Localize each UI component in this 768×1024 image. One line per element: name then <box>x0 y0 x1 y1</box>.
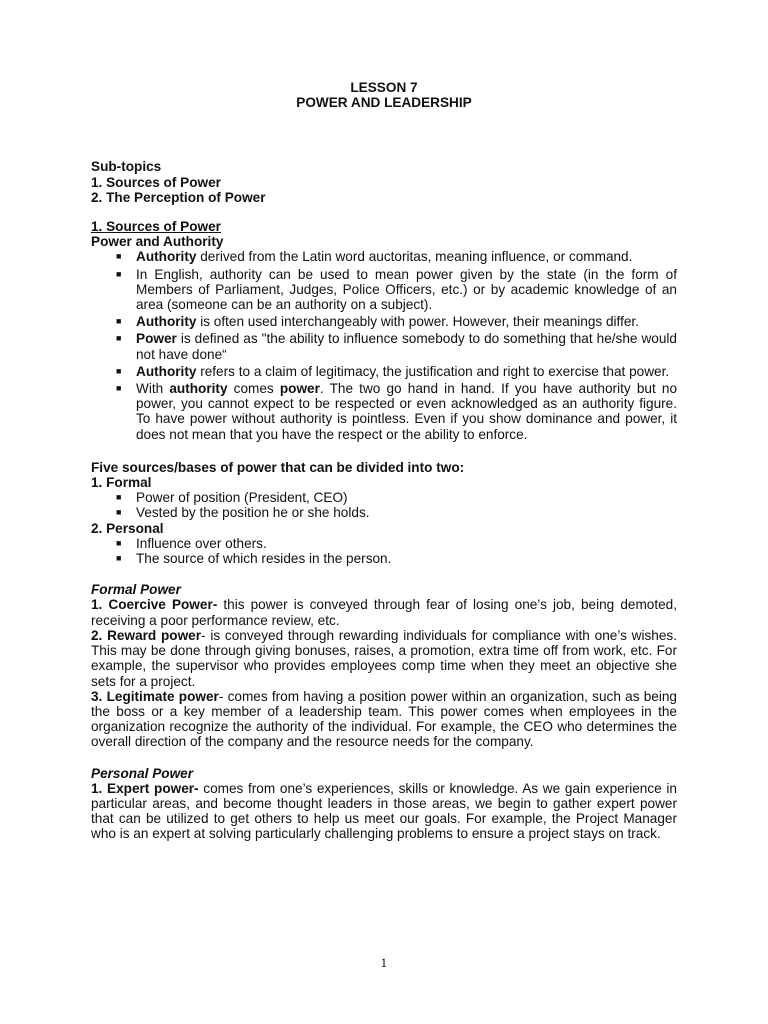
personal-power-heading: Personal Power <box>91 765 193 781</box>
list-item: ■ Authority derived from the Latin word auctoritas, meaning influence, or command. <box>116 249 633 265</box>
subtopic-item: 1. Sources of Power <box>91 174 221 190</box>
personal-list <box>91 536 677 566</box>
five-sources-heading: Five sources/bases of power that can be divided into two: <box>91 459 465 475</box>
subtopics-heading: Sub-topics <box>91 159 162 175</box>
list-item: ■ Power of position (President, CEO) <box>116 490 348 506</box>
list-item: ■ Vested by the position he or she holds. <box>116 505 370 521</box>
list-item: ■ Authority refers to a claim of legitimacy, the justification and right to exercise that power. <box>116 363 670 379</box>
formal-list <box>91 490 677 520</box>
section-heading: 1. Sources of Power <box>91 219 221 235</box>
section-subheading: Power and Authority <box>91 234 224 250</box>
document-page <box>91 80 677 842</box>
personal-label: 2. Personal <box>91 520 164 536</box>
lesson-number: LESSON 7 <box>350 80 418 95</box>
lesson-title: POWER AND LEADERSHIP <box>296 95 472 111</box>
list-item: ■ Authority is often used interchangeably with power. However, their meanings differ. <box>116 314 639 330</box>
list-item: ■ With authority comes power. The two go hand in hand. If you have authority but no power, you cannot expect to be respected or even acknowledged as an authority figure. To have power without authority is pointless. Even if you show dominance and power, it does not mean that you have the respect or the ability to enforce. <box>116 381 677 442</box>
list-item: ■ In English, authority can be used to mean power given by the state (in the form of Members of Parliament, Judges, Police Officers, etc.) or by academic knowledge of an area (someone can be an authority on a subject). <box>116 266 677 313</box>
formal-power-heading: Formal Power <box>91 582 181 598</box>
paragraph: 3. Legitimate power- comes from having a position power within an organization, such as being the boss or a key member of a leadership team. This power comes when employees in the organization recognize the authority of the individual. For example, the CEO who determines the overall direction of the company and the resource needs for the company. <box>91 688 677 750</box>
paragraph: 1. Coercive Power- this power is conveyed through fear of losing one’s job, being demoted, receiving a poor performance review, etc. <box>91 597 678 628</box>
list-item: ■ Influence over others. <box>116 535 267 551</box>
subtopic-item: 2. The Perception of Power <box>91 189 266 205</box>
paragraph: 2. Reward power- is conveyed through rewarding individuals for compliance with one’s wishes. This may be done through giving bonuses, raises, a promotion, extra time off from work, etc. For example, the supervisor who provides employees comp time when they meet an objective she sets for a project. <box>91 627 677 689</box>
page-number: 1 <box>380 957 388 970</box>
list-item: ■ Power is defined as "the ability to influence somebody to do something that he/she would not have done“ <box>116 331 677 362</box>
paragraph: 1. Expert power- comes from one’s experiences, skills or knowledge. As we gain experience in particular areas, and become thought leaders in those areas, we begin to gather expert power that can be utilized to get others to help us meet our goals. For example, the Project Manager who is an expert at solving particularly challenging problems to ensure a project stays on track. <box>91 780 677 842</box>
authority-bullet-list <box>91 249 677 441</box>
formal-label: 1. Formal <box>91 475 152 491</box>
list-item: ■ The source of which resides in the person. <box>116 551 392 567</box>
